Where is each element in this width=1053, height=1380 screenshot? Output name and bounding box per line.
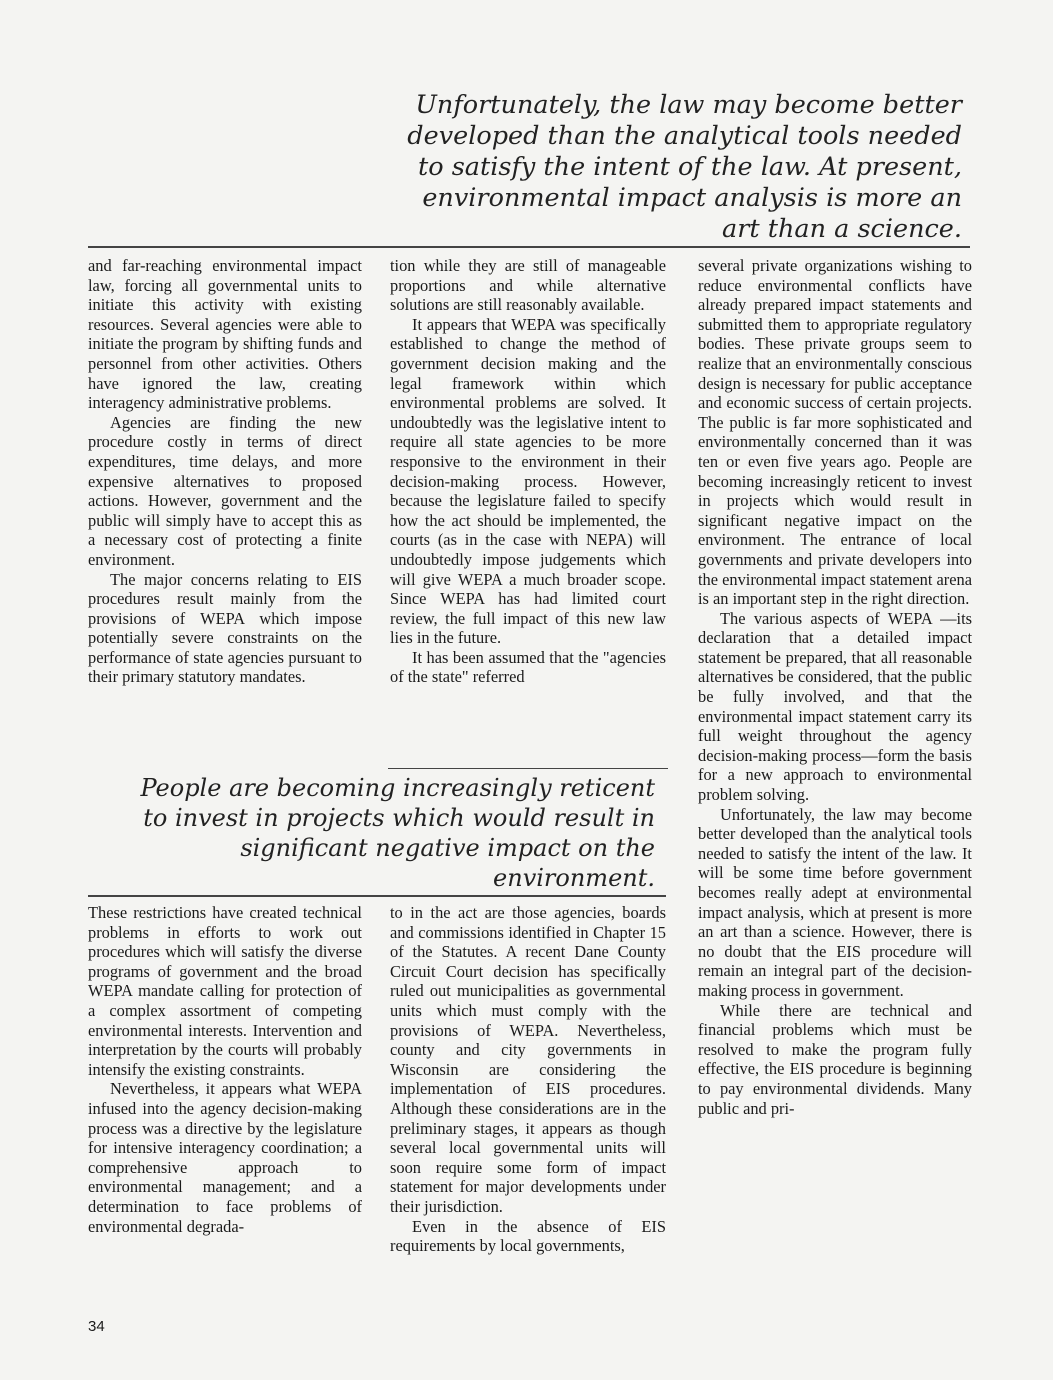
paragraph: Nevertheless, it appears what WEPA infused into the agency decision-making process was a directive by the legislature for intensive interagency coordination; a comprehensive approach to environmental management; and a determination to face problems of environmental degrada- xyxy=(88,1079,362,1236)
divider-top xyxy=(88,246,970,248)
paragraph: tion while they are still of manageable proportions and while alternative solutions are still reasonably available. xyxy=(390,256,666,315)
paragraph: It has been assumed that the "agencies of the state" referred xyxy=(390,647,666,687)
divider-middle-upper xyxy=(388,768,668,769)
pull-quote-top: Unfortunately, the law may become better developed than the analytical tools needed to satisfy the intent of the law. At present, environmental impact analysis is more an art than a science. xyxy=(407,90,962,244)
paragraph: and far-reaching environmental impact law, forcing all governmental units to initiate this activity with existing resources. Several agencies were able to initiate the program by shifting funds and personnel from other activities. Others have ignored the law, creating interagency administrative problems. xyxy=(88,256,362,413)
pull-quote-middle: People are becoming increasingly reticent to invest in projects which would result in significant negative impact on the environment. xyxy=(140,774,655,892)
column-1-bottom xyxy=(88,903,362,1236)
paragraph: Agencies are finding the new procedure costly in terms of direct expenditures, time delays, and more expensive alternatives to proposed actions. However, government and the public will simply have to accept this as a necessary cost of protecting a finite environment. xyxy=(88,412,362,569)
column-2-top xyxy=(390,256,666,687)
column-2-bottom xyxy=(390,903,666,1256)
paragraph: While there are technical and financial problems which must be resolved to make the program fully effective, the EIS procedure is beginning to pay environmental dividends. Many public and pri- xyxy=(698,1000,972,1118)
paragraph: It appears that WEPA was specifically established to change the method of government decision making and the legal framework within which environmental problems are solved. It undoubtedly was the legislative intent to require all state agencies to be more responsive to the environment in their decision-making process. However, because the legislature failed to specify how the act should be implemented, the courts (as in the case with NEPA) will undoubtedly impose judgements which will give WEPA a much broader scope. Since WEPA has had limited court review, the full impact of this new law lies in the future. xyxy=(390,314,666,648)
paragraph: The various aspects of WEPA —its declaration that a detailed impact statement be prepared, that all reasonable alternatives be considered, that the public be fully involved, and that the environmental impact statement carry its full weight throughout the agency decision-making process—form the basis for a new approach to environmental problem solving. xyxy=(698,608,972,805)
paragraph: Even in the absence of EIS requirements by local governments, xyxy=(390,1216,666,1256)
divider-middle-lower xyxy=(88,895,666,897)
paragraph: These restrictions have created technical problems in efforts to work out procedures which will satisfy the diverse programs of government and the broad WEPA mandate calling for protection of a complex assortment of competing environmental interests. Intervention and interpretation by the courts will probably intensify the existing constraints. xyxy=(88,903,362,1079)
paragraph: Unfortunately, the law may become better developed than the analytical tools needed to satisfy the intent of the law. It will be some time before government becomes really adept at environmental impact analysis, which at present is more an art than a science. However, there is no doubt that the EIS procedure will remain an integral part of the decision-making process in government. xyxy=(698,804,972,1000)
paragraph: to in the act are those agencies, boards and commissions identified in Chapter 15 of the Statutes. A recent Dane County Circuit Court decision has specifically ruled out municipalities as governmental units which must comply with the provisions of WEPA. Nevertheless, county and city governments in Wisconsin are considering the implementation of EIS procedures. Although these considerations are in the preliminary stages, it appears as though several local governmental units will soon require some form of impact statement for major developments under their jurisdiction. xyxy=(390,903,666,1216)
paragraph: The major concerns relating to EIS procedures result mainly from the provisions of WEPA which impose potentially severe constraints on the performance of state agencies pursuant to their primary statutory mandates. xyxy=(88,569,362,687)
column-1-top xyxy=(88,256,362,687)
page-number: 34 xyxy=(88,1318,105,1335)
paragraph: several private organizations wishing to reduce environmental conflicts have already prepared impact statements and submitted them to appropriate regulatory bodies. These private groups seem to realize that an environmentally conscious design is necessary for public acceptance and economic success of certain projects. The public is far more sophisticated and environmentally concerned than it was ten or even five years ago. People are becoming increasingly reticent to invest in projects which would result in significant negative impact on the environment. The entrance of local governments and private developers into the environmental impact statement arena is an important step in the right direction. xyxy=(698,256,972,609)
column-3 xyxy=(698,256,972,1118)
